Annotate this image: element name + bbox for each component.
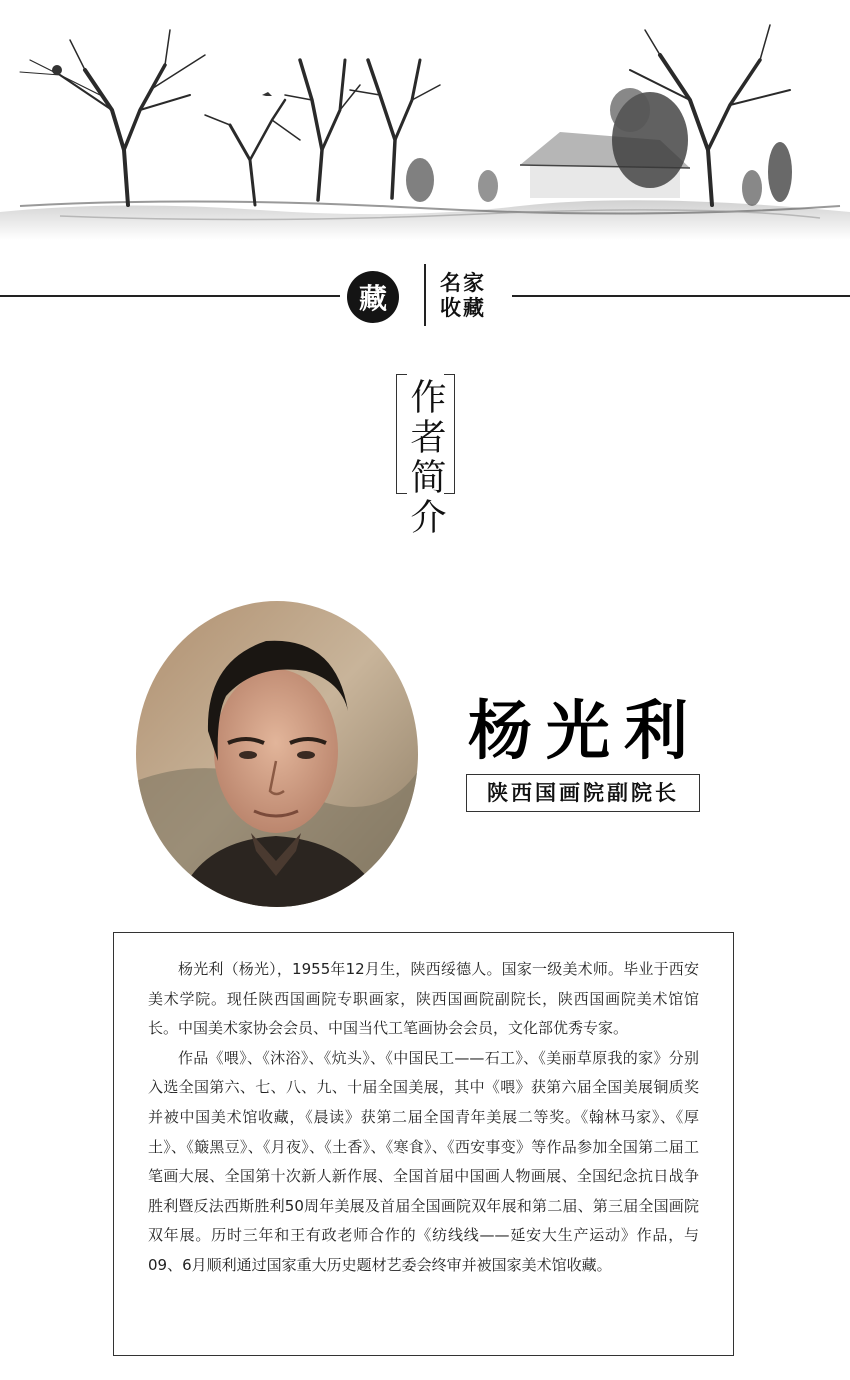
seal-badge: 藏 [347, 271, 399, 323]
ink-landscape-illustration [0, 0, 850, 250]
intro-title: 作者简介 [405, 378, 446, 538]
vertical-separator [424, 264, 426, 326]
artist-name: 杨光利 [468, 694, 702, 769]
section-label [440, 270, 510, 320]
divider-right [512, 295, 850, 297]
section-label-line1: 名家 [440, 270, 486, 295]
bio-paragraph-2: 作品《喂》、《沐浴》、《炕头》、《中国民工——石工》、《美丽草原我的家》分别入选全国第六、七、八、九、十届全国美展，其中《喂》获第六届全国美展铜质奖并被中国美术馆收藏，《晨读》获第二届全国青年美展二等奖。《翰林马家》、《厚土》、《簸黑豆》、《月夜》、《土香》、《寒食》、《西安事变》等作品参加全国第二届工笔画大展、全国第十次新人新作展、全国首届中国画人物画展、全国纪念抗日战争胜利暨反法西斯胜利50周年美展及首届全国画院双年展和第二届、第三届全国画院双年展。历时三年和王有政老师合作的《纺线线——延安大生产运动》作品，与09、6月顺利通过国家重大历史题材艺委会终审并被国家美术馆收藏。 [148, 1048, 699, 1274]
divider-left [0, 295, 340, 297]
biography-box [113, 932, 734, 1356]
portrait-image [136, 601, 418, 907]
artist-portrait [136, 601, 418, 907]
section-label-line2: 收藏 [440, 295, 486, 320]
artist-title-badge: 陕西国画院副院长 [466, 774, 700, 812]
bio-paragraph-1: 杨光利（杨光），1955年12月生，陕西绥德人。国家一级美术师。毕业于西安美术学院。现任陕西国画院专职画家，陕西国画院副院长，陕西国画院美术馆馆长。中国美术家协会会员、中国当代工笔画协会会员，文化部优秀专家。 [148, 960, 699, 1038]
ink-landscape-banner [0, 0, 850, 250]
